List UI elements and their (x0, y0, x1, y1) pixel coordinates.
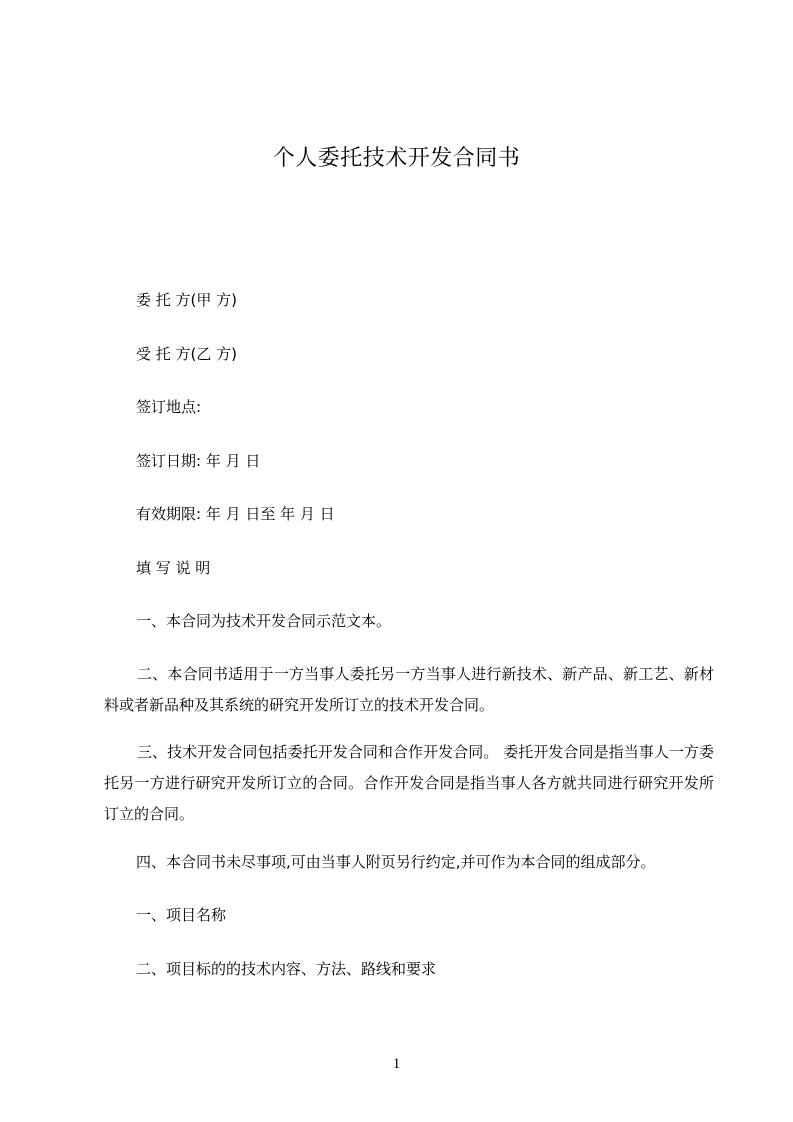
instruction-item: 一、本合同为技术开发合同示范文本。 (136, 612, 392, 630)
section-heading: 二、项目标的的技术内容、方法、路线和要求 (136, 960, 437, 978)
contractor-field: 受 托 方(乙 方) (136, 345, 238, 363)
instructions-heading: 填 写 说 明 (136, 559, 211, 577)
instruction-item: 二、本合同书适用于一方当事人委托另一方当事人进行新技术、新产品、新工艺、新材料或者新品种及其系统的研究开发所订立的技术开发合同。 (104, 665, 714, 714)
instruction-item: 四、本合同书未尽事项,可由当事人附页另行约定,并可作为本合同的组成部分。 (136, 853, 656, 871)
instruction-item: 三、技术开发合同包括委托开发合同和合作开发合同。 委托开发合同是指当事人一方委托另一方进行研究开发所订立的合同。合作开发合同是指当事人各方就共同进行研究开发所订立的合同。 (104, 743, 714, 823)
signing-date-field: 签订日期: 年 月 日 (136, 452, 261, 470)
document-title: 个人委托技术开发合同书 (272, 146, 521, 171)
client-field: 委 托 方(甲 方) (136, 291, 238, 309)
section-heading: 一、项目名称 (136, 906, 227, 924)
page-number: 1 (392, 1056, 401, 1072)
validity-period-field: 有效期限: 年 月 日至 年 月 日 (136, 505, 335, 523)
signing-place-field: 签订地点: (136, 398, 202, 416)
